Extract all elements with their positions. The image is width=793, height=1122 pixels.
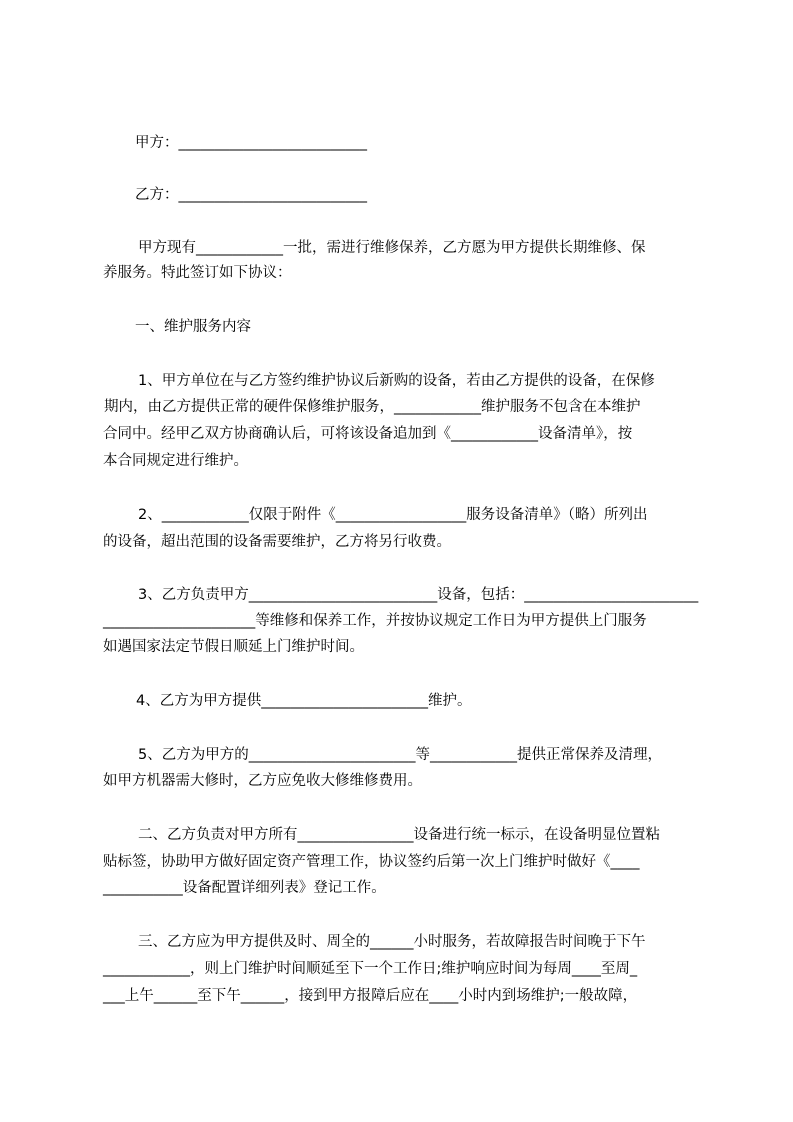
- intro-paragraph-line-1: 甲方现有____________一批，需进行维修保养，乙方愿为甲方提供长期维修、保: [138, 240, 646, 256]
- party-a-line: 甲方：__________________________: [135, 135, 367, 151]
- item-1-line-4: 本合同规定进行维护。: [103, 453, 248, 469]
- section-2-line-2: 贴标签，协助甲方做好固定资产管理工作，协议签约后第一次上门维护时做好《____: [103, 854, 640, 870]
- item-3-line-2: _____________________等维修和保养工作，并按协议规定工作日为甲方提供上门服务: [103, 613, 647, 629]
- item-2-line-1: 2、____________仅限于附件《__________________服务设备清单》（略）所列出: [138, 507, 648, 523]
- section-2-line-1: 二、乙方负责对甲方所有________________设备进行统一标示，在设备明显位置粘: [138, 827, 660, 843]
- section-2-line-3: ___________设备配置详细列表》登记工作。: [103, 880, 386, 896]
- item-3-line-1: 3、乙方负责甲方__________________________设备，包括：________________________: [138, 587, 699, 603]
- intro-paragraph-line-2: 养服务。特此签订如下协议：: [103, 265, 292, 281]
- section-3-line-1: 三、乙方应为甲方提供及时、周全的______小时服务，若故障报告时间晚于下午: [138, 934, 646, 950]
- item-4-line: 4、乙方为甲方提供_______________________维护。: [136, 693, 472, 709]
- item-1-line-3: 合同中。经甲乙双方协商确认后，可将该设备追加到《____________设备清单》，按: [103, 426, 633, 442]
- item-5-line-1: 5、乙方为甲方的_______________________等____________提供正常保养及清理，: [138, 747, 662, 763]
- section-3-line-3: ___上午______至下午______，接到甲方报障后应在____小时内到场维护;一般故障，: [103, 988, 638, 1004]
- item-1-line-2: 期内，由乙方提供正常的硬件保修维护服务，____________维护服务不包含在本维护: [104, 399, 641, 415]
- party-b-line: 乙方：__________________________: [135, 187, 367, 203]
- item-5-line-2: 如甲方机器需大修时，乙方应免收大修维修费用。: [103, 773, 422, 789]
- item-2-line-2: 的设备，超出范围的设备需要维护，乙方将另行收费。: [103, 534, 451, 550]
- item-3-line-3: 如遇国家法定节假日顺延上门维护时间。: [103, 639, 364, 655]
- item-1-line-1: 1、甲方单位在与乙方签约维护协议后新购的设备，若由乙方提供的设备，在保修: [138, 373, 655, 389]
- section-1-heading: 一、维护服务内容: [135, 319, 251, 335]
- section-3-line-2: ____________，则上门维护时间顺延至下一个工作日;维护响应时间为每周____至周_: [103, 961, 638, 977]
